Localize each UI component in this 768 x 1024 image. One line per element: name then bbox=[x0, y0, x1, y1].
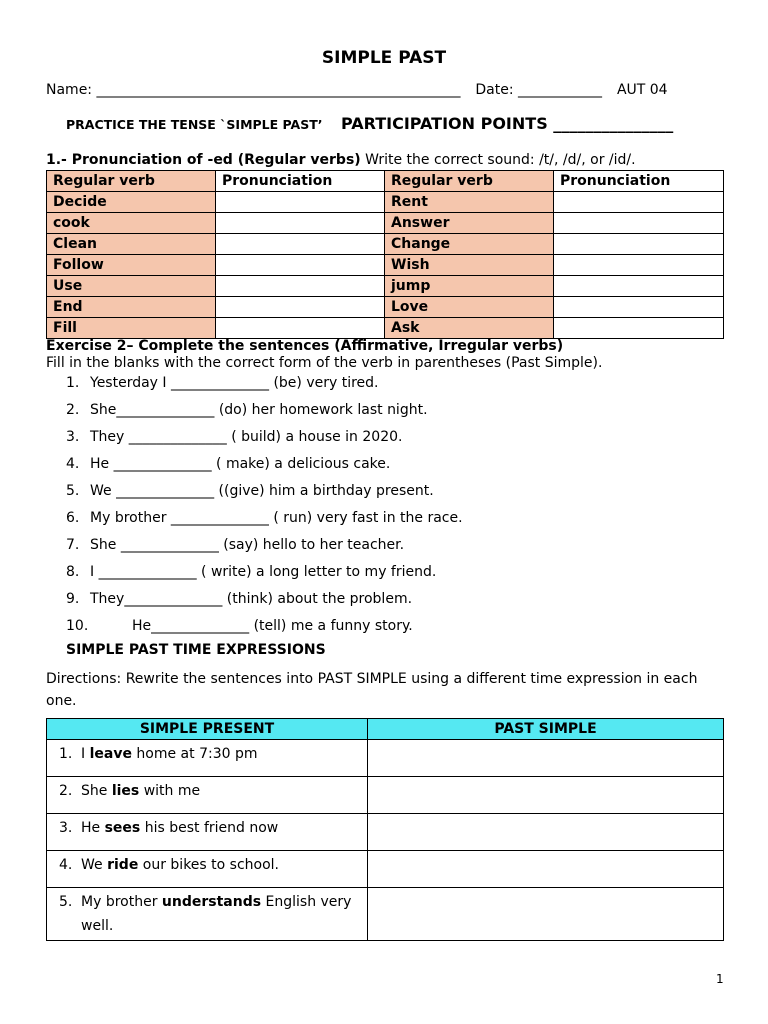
item-text: Yesterday I ______________ (be) very tired. bbox=[90, 375, 379, 391]
pronunciation-answer-cell[interactable] bbox=[554, 192, 724, 213]
past-answer-cell[interactable] bbox=[368, 888, 724, 941]
item-text: They ______________ ( build) a house in 2020. bbox=[90, 429, 403, 445]
list-item[interactable] bbox=[66, 562, 726, 589]
item-number: 1. bbox=[66, 375, 80, 391]
sentence-end: our bikes to school. bbox=[138, 857, 280, 873]
item-text: He ______________ ( make) a delicious cake. bbox=[90, 456, 391, 472]
verb-highlight: understands bbox=[161, 894, 262, 910]
section1-heading: 1.- Pronunciation of -ed (Regular verbs) bbox=[46, 152, 361, 168]
table-row bbox=[47, 276, 724, 297]
page-number: 1 bbox=[716, 972, 724, 986]
list-item[interactable] bbox=[66, 454, 726, 481]
table-row bbox=[47, 213, 724, 234]
list-item[interactable] bbox=[66, 373, 726, 400]
pronunciation-answer-cell[interactable] bbox=[216, 318, 385, 339]
verb-cell: Wish bbox=[385, 255, 554, 276]
row-number: 5. bbox=[59, 894, 73, 910]
pronunciation-answer-cell[interactable] bbox=[216, 234, 385, 255]
verb-highlight: ride bbox=[107, 857, 139, 873]
pronunciation-answer-cell[interactable] bbox=[216, 192, 385, 213]
verb-cell: Love bbox=[385, 297, 554, 318]
present-sentence-cell bbox=[47, 777, 368, 814]
verb-cell: Decide bbox=[47, 192, 216, 213]
verb-cell: End bbox=[47, 297, 216, 318]
verb-cell: Answer bbox=[385, 213, 554, 234]
table-header-row bbox=[47, 719, 724, 740]
section1-instruction: Write the correct sound: /t/, /d/, or /id/. bbox=[360, 152, 636, 168]
table-row bbox=[47, 740, 724, 777]
participation-points-field[interactable]: PARTICIPATION POINTS _______________ bbox=[340, 114, 674, 133]
sentence-end: with me bbox=[139, 783, 201, 799]
past-answer-cell[interactable] bbox=[368, 851, 724, 888]
row-number: 4. bbox=[59, 857, 73, 873]
past-answer-cell[interactable] bbox=[368, 740, 724, 777]
item-number: 7. bbox=[66, 537, 80, 553]
table-header-row bbox=[47, 171, 724, 192]
sentence-start: I bbox=[81, 746, 90, 762]
pronunciation-answer-cell[interactable] bbox=[554, 276, 724, 297]
column-header: Pronunciation bbox=[554, 171, 724, 192]
pronunciation-table bbox=[46, 170, 724, 339]
present-sentence-cell bbox=[47, 888, 368, 941]
section1-heading-line bbox=[46, 152, 636, 168]
list-item[interactable] bbox=[66, 400, 726, 427]
item-number: 10. bbox=[66, 618, 89, 634]
pronunciation-answer-cell[interactable] bbox=[216, 276, 385, 297]
list-item[interactable] bbox=[66, 589, 726, 616]
list-item[interactable] bbox=[66, 535, 726, 562]
sentence-continuation: well. bbox=[81, 918, 114, 934]
table-row bbox=[47, 851, 724, 888]
page-title: SIMPLE PAST bbox=[321, 48, 447, 68]
row-number: 2. bbox=[59, 783, 73, 799]
present-sentence-cell bbox=[47, 740, 368, 777]
verb-cell: Use bbox=[47, 276, 216, 297]
course-code: AUT 04 bbox=[616, 82, 668, 98]
column-header: Regular verb bbox=[47, 171, 216, 192]
list-item[interactable] bbox=[66, 481, 726, 508]
verb-cell: Follow bbox=[47, 255, 216, 276]
exercise2-instruction: Fill in the blanks with the correct form of the verb in parentheses (Past Simple). bbox=[46, 355, 603, 371]
verb-cell: Clean bbox=[47, 234, 216, 255]
verb-cell: Change bbox=[385, 234, 554, 255]
sentence-end: his best friend now bbox=[140, 820, 279, 836]
section3-heading: SIMPLE PAST TIME EXPRESSIONS bbox=[66, 642, 326, 658]
column-header: Regular verb bbox=[385, 171, 554, 192]
item-text: We ______________ ((give) him a birthday present. bbox=[90, 483, 434, 499]
item-number: 4. bbox=[66, 456, 80, 472]
verb-cell: jump bbox=[385, 276, 554, 297]
rewrite-table bbox=[46, 718, 724, 941]
pronunciation-answer-cell[interactable] bbox=[216, 255, 385, 276]
sentence-end: home at 7:30 pm bbox=[131, 746, 258, 762]
present-sentence-cell bbox=[47, 851, 368, 888]
sentence-start: My brother bbox=[81, 894, 162, 910]
item-number: 9. bbox=[66, 591, 80, 607]
date-field[interactable]: Date: ____________ bbox=[475, 82, 603, 98]
item-text: My brother ______________ ( run) very fast in the race. bbox=[90, 510, 463, 526]
table-row bbox=[47, 234, 724, 255]
verb-cell: Ask bbox=[385, 318, 554, 339]
table-row bbox=[47, 888, 724, 941]
pronunciation-answer-cell[interactable] bbox=[554, 234, 724, 255]
table-row bbox=[47, 255, 724, 276]
item-text: She______________ (do) her homework last night. bbox=[90, 402, 428, 418]
verb-cell: Rent bbox=[385, 192, 554, 213]
verb-cell: Fill bbox=[47, 318, 216, 339]
table-row bbox=[47, 297, 724, 318]
pronunciation-answer-cell[interactable] bbox=[554, 255, 724, 276]
name-field[interactable]: Name: ____________________________________________________ bbox=[46, 82, 461, 98]
row-number: 1. bbox=[59, 746, 73, 762]
pronunciation-answer-cell[interactable] bbox=[216, 297, 385, 318]
verb-highlight: sees bbox=[104, 820, 141, 836]
sentence-start: He bbox=[81, 820, 105, 836]
pronunciation-answer-cell[interactable] bbox=[554, 297, 724, 318]
item-number: 3. bbox=[66, 429, 80, 445]
sentence-end: English very bbox=[261, 894, 352, 910]
header-line bbox=[46, 82, 726, 98]
practice-heading: PRACTICE THE TENSE `SIMPLE PAST’ bbox=[66, 117, 323, 132]
item-number: 8. bbox=[66, 564, 80, 580]
column-header: Pronunciation bbox=[216, 171, 385, 192]
sentence-start: She bbox=[81, 783, 112, 799]
item-number: 2. bbox=[66, 402, 80, 418]
practice-line bbox=[66, 114, 746, 133]
verb-highlight: leave bbox=[89, 746, 132, 762]
list-item[interactable] bbox=[66, 508, 726, 535]
list-item[interactable] bbox=[66, 427, 726, 454]
item-text: I ______________ ( write) a long letter to my friend. bbox=[90, 564, 437, 580]
column-header: PAST SIMPLE bbox=[368, 719, 724, 740]
section3-directions: Directions: Rewrite the sentences into PAST SIMPLE using a different time expression in each one. bbox=[46, 671, 698, 709]
row-number: 3. bbox=[59, 820, 73, 836]
table-row bbox=[47, 814, 724, 851]
item-text: She ______________ (say) hello to her teacher. bbox=[90, 537, 405, 553]
exercise2-header bbox=[46, 338, 602, 371]
verb-cell: cook bbox=[47, 213, 216, 234]
list-item[interactable] bbox=[66, 616, 726, 643]
table-row bbox=[47, 318, 724, 339]
item-text: He______________ (tell) me a funny story. bbox=[132, 618, 413, 634]
item-text: They______________ (think) about the problem. bbox=[90, 591, 413, 607]
table-row bbox=[47, 192, 724, 213]
exercise2-heading: Exercise 2– Complete the sentences (Affirmative, Irregular verbs) bbox=[46, 338, 564, 354]
pronunciation-answer-cell[interactable] bbox=[554, 318, 724, 339]
pronunciation-answer-cell[interactable] bbox=[216, 213, 385, 234]
verb-highlight: lies bbox=[111, 783, 140, 799]
past-answer-cell[interactable] bbox=[368, 814, 724, 851]
present-sentence-cell bbox=[47, 814, 368, 851]
sentence-start: We bbox=[81, 857, 108, 873]
column-header: SIMPLE PRESENT bbox=[47, 719, 368, 740]
item-number: 6. bbox=[66, 510, 80, 526]
exercise2-list bbox=[66, 373, 726, 643]
past-answer-cell[interactable] bbox=[368, 777, 724, 814]
pronunciation-answer-cell[interactable] bbox=[554, 213, 724, 234]
item-number: 5. bbox=[66, 483, 80, 499]
table-row bbox=[47, 777, 724, 814]
